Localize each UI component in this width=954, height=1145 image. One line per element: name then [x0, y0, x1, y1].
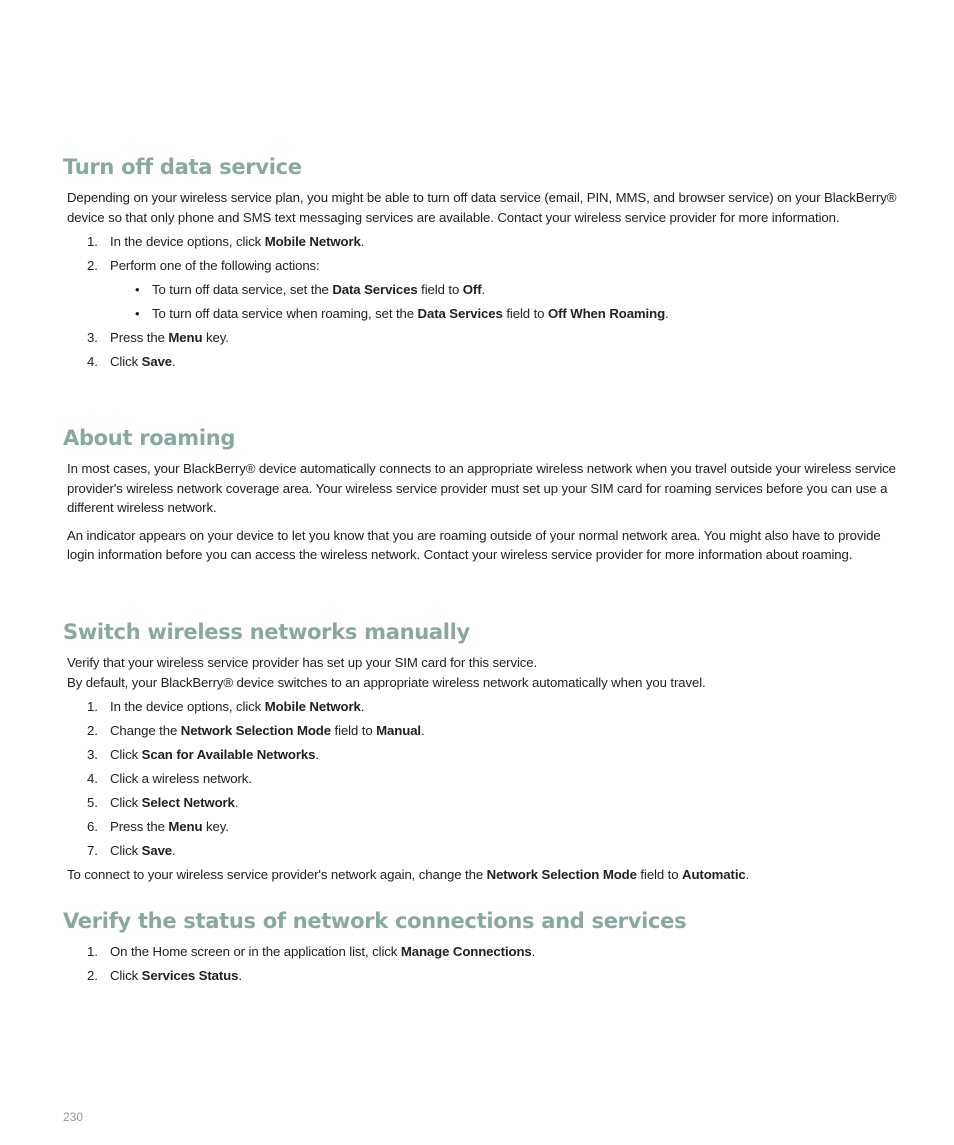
- list-item: 4. Click a wireless network.: [87, 770, 252, 786]
- ui-term: Off: [462, 281, 482, 297]
- ui-term: Save: [141, 354, 173, 369]
- ui-term: Mobile Network: [264, 233, 361, 249]
- list-item: 1. In the device options, click Mobile Network.: [87, 698, 365, 714]
- section-title: Switch wireless networks manually: [63, 620, 470, 644]
- ui-term: Network Selection Mode: [180, 722, 331, 738]
- list-item: 7. Click Save.: [87, 842, 176, 858]
- paragraph: In most cases, your BlackBerry® device automatically connects to an appropriate wireless network when you travel outside your wireless service provider's wireless network coverage area. Your wireless service provider must set up your SIM card for roaming services before you can use a different wireless network.: [67, 461, 896, 515]
- list-item: 6. Press the Menu key.: [87, 818, 229, 834]
- ui-term: Manage Connections: [400, 944, 532, 959]
- section-about-roaming: [63, 425, 903, 565]
- bullet-item: • To turn off data service, set the Data Services field to Off.: [63, 280, 903, 300]
- ui-term: Save: [141, 842, 173, 858]
- section-turn-off-data-service: [63, 154, 903, 372]
- ui-term: Off When Roaming: [547, 305, 666, 321]
- list-item: 4. Click Save.: [87, 354, 176, 369]
- list-item: 3. Click Scan for Available Networks.: [87, 746, 319, 762]
- paragraph: To connect to your wireless service provider's network again, change the Network Selection Mode field to Automatic.: [67, 867, 750, 882]
- steps-list-continued: [63, 328, 903, 372]
- section-switch-networks: [63, 619, 903, 885]
- section-title: About roaming: [63, 426, 236, 450]
- paragraph: An indicator appears on your device to let you know that you are roaming outside of your normal network area. You might also have to provide login information before you can access the wireless network. Contact your wireless service provider for more information about roaming.: [67, 527, 881, 562]
- list-item: 2. Click Services Status.: [87, 968, 242, 983]
- ui-term: Manual: [376, 722, 422, 738]
- ui-term: Services Status: [141, 968, 239, 983]
- ui-term: Data Services: [417, 305, 503, 321]
- list-item: 1. On the Home screen or in the application list, click Manage Connections.: [87, 944, 536, 959]
- list-item: 5. Click Select Network.: [87, 794, 239, 810]
- ui-term: Select Network: [141, 794, 235, 810]
- ui-term: Menu: [168, 818, 203, 834]
- list-item: 1. In the device options, click Mobile Network.: [87, 233, 365, 249]
- section-verify-status: [63, 908, 903, 986]
- bullet-item: • To turn off data service when roaming, set the Data Services field to Off When Roaming.: [63, 304, 903, 324]
- section-intro: Depending on your wireless service plan, you might be able to turn off data service (email, PIN, MMS, and browser service) on your BlackBerry® device so that only phone and SMS text messaging services are available. Contact your wireless service provider for more information.: [67, 190, 897, 225]
- ui-term: Network Selection Mode: [486, 867, 637, 882]
- paragraph: Verify that your wireless service provider has set up your SIM card for this service.: [67, 655, 538, 670]
- list-item: 2. Perform one of the following actions:: [87, 257, 320, 273]
- steps-list: [63, 697, 903, 861]
- ui-term: Menu: [168, 330, 203, 345]
- ui-term: Data Services: [332, 281, 418, 297]
- ui-term: Scan for Available Networks: [141, 746, 316, 762]
- page-number: 230: [63, 1110, 84, 1124]
- bullet-list: [63, 280, 903, 324]
- ui-term: Mobile Network: [264, 698, 361, 714]
- list-item: 2. Change the Network Selection Mode field to Manual.: [87, 722, 425, 738]
- paragraph: By default, your BlackBerry® device switches to an appropriate wireless network automatically when you travel.: [67, 674, 706, 690]
- section-title: Verify the status of network connections and services: [63, 909, 687, 933]
- section-title: Turn off data service: [63, 155, 302, 179]
- ui-term: Automatic: [682, 867, 746, 882]
- steps-list: [63, 942, 903, 986]
- steps-list: [63, 232, 903, 276]
- list-item: 3. Press the Menu key.: [87, 330, 229, 345]
